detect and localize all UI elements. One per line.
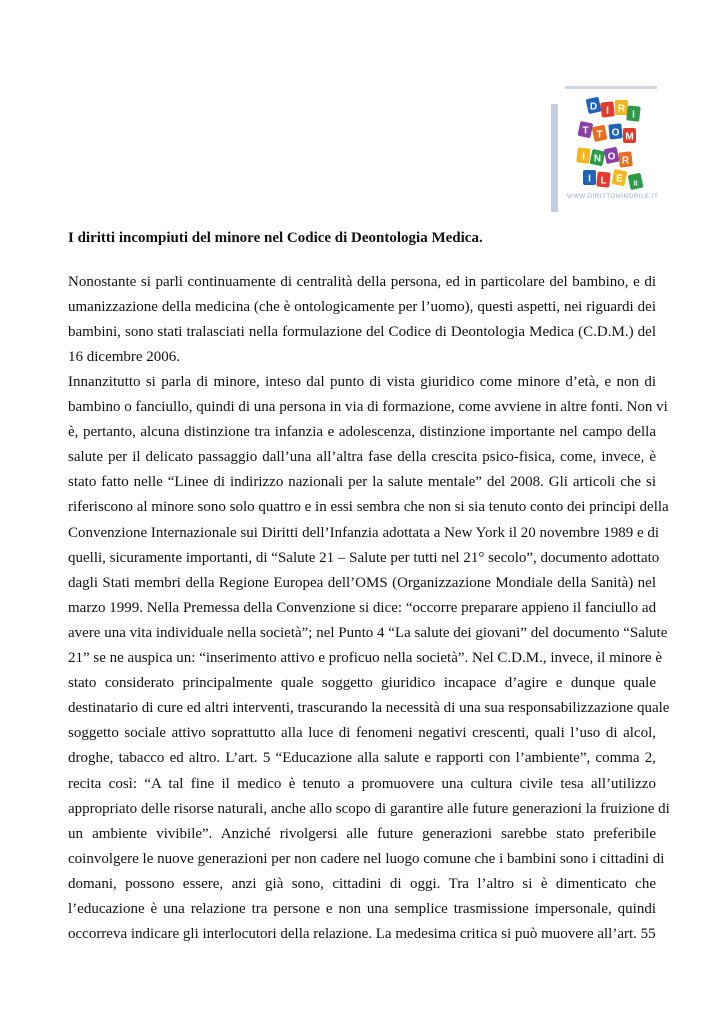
paragraph-1 <box>68 270 656 370</box>
text-line: droghe, tabacco ed altro. L’art. 5 “Educazione alla salute e rapporti con l’ambiente”, comma 2, <box>68 750 656 767</box>
logo-letter-block <box>615 100 628 115</box>
text-line: coinvolgere le nuove generazioni per non cadere nel luogo comune che i bambini sono i cittadini di <box>68 850 665 867</box>
text-line: dagli Stati membri della Regione Europea dell’OMS (Organizzazione Mondiale della Sanità) nel <box>68 574 656 591</box>
logo-top-line <box>565 86 657 89</box>
text-line: Convenzione Internazionale sui Diritti dell’Infanzia adottata a New York il 20 novembre 1989 e di <box>68 524 660 541</box>
svg-text:D: D <box>589 101 598 113</box>
logo-letter-block <box>604 147 620 164</box>
text-line: marzo 1999. Nella Premessa della Convenzione si dice: “occorre preparare appieno il fanciullo ad <box>68 599 657 616</box>
svg-text:I: I <box>588 173 591 185</box>
document-title: I diritti incompiuti del minore nel Codice di Deontologia Medica. <box>68 230 483 246</box>
paragraph-2 <box>68 370 670 947</box>
logo-letter-block <box>628 173 644 190</box>
text-line: recita così: “A tal fine il medico è tenuto a promuovere una cultura civile tesa all’utilizzo <box>68 775 656 792</box>
text-line: umanizzazione della medicina (che è ontologicamente per l’uomo), questi aspetti, nei riguardi dei <box>68 299 656 316</box>
svg-text:O: O <box>607 151 616 163</box>
logo-letter-block <box>618 151 632 167</box>
svg-text:T: T <box>596 129 603 141</box>
text-line: un ambiente vivibile”. Anziché rivolgersi alle future generazioni sarebbe stato preferibile <box>68 825 656 842</box>
logo-letter-block <box>623 128 636 143</box>
logo-letter-block <box>611 169 627 186</box>
text-line: salute per il delicato passaggio dall’una all’altra fase della crescita psico-fisica, come, invece, è <box>68 449 656 466</box>
text-line: è, pertanto, alcuna distinzione tra infanzia e adolescenza, distinzione importante nel campo della <box>68 424 656 441</box>
text-line: Nonostante si parli continuamente di centralità della persona, ed in particolare del bambino, e di <box>68 274 656 290</box>
text-line: soggetto sociale attivo soprattutto alla luce di fenomeni negativi crescenti, quali l’uso di alcol, <box>68 725 656 742</box>
text-line: domani, possono essere, anzi già sono, cittadini di oggi. Tra l’altro si è dimenticato che <box>68 875 656 892</box>
logo-letter-block <box>577 121 593 138</box>
logo-letter-block <box>600 101 614 117</box>
svg-text:R: R <box>621 155 630 167</box>
logo-letter-block <box>596 171 610 187</box>
svg-text:I: I <box>606 105 609 117</box>
svg-text:N: N <box>593 153 602 165</box>
svg-text:O: O <box>611 127 620 139</box>
svg-text:R: R <box>617 103 626 115</box>
text-line: 21” se ne auspica un: “inserimento attivo e proficuo nella società”. Nel C.D.M., invece, il minore è <box>68 650 662 667</box>
logo-letter-block <box>589 149 605 166</box>
logo-letter-block <box>592 125 608 142</box>
svg-text:I: I <box>632 109 635 121</box>
svg-text:E: E <box>616 173 623 185</box>
logo-site-text: WWW.DIRITTOMINORILE.IT <box>567 194 659 200</box>
text-line: quelli, sicuramente importanti, di “Salute 21 – Salute per tutti nel 21° secolo”, documento adottato <box>68 549 660 566</box>
text-line: destinatario di cure ed altri interventi, trascurando la necessità di una sua responsabilizzazione quale <box>68 700 670 717</box>
text-line: stato considerato principalmente quale soggetto giuridico incapace d’agire e dunque quale <box>68 675 656 692</box>
svg-text:L: L <box>600 175 607 187</box>
text-line: bambini, sono stati tralasciati nella formulazione del Codice di Deontologia Medica (C.D.M.) del <box>68 324 656 341</box>
logo-letter-block <box>583 170 596 185</box>
logo-letter-block <box>576 147 590 163</box>
logo-letter-block <box>586 97 602 114</box>
logo <box>551 86 657 212</box>
text-line: Innanzitutto si parla di minore, inteso dal punto di vista giuridico come minore d’età, e non di <box>68 374 656 390</box>
svg-text:M: M <box>625 131 634 143</box>
logo-letter-block <box>626 105 640 121</box>
text-line: bambino o fanciullo, quindi di una persona in via di formazione, come avviene in altre fonti. Non vi <box>68 399 668 416</box>
svg-text:it: it <box>633 180 638 188</box>
text-line: 16 dicembre 2006. <box>68 349 181 366</box>
text-line: l’educazione è una relazione tra persone e non una semplice trasmissione impersonale, quindi <box>68 900 656 917</box>
text-line: stato fatto nelle “Linee di indirizzo nazionali per la salute mentale” del 2008. Gli articoli che si <box>68 474 656 491</box>
text-line: occorreva indicare gli interlocutori della relazione. La medesima critica si può muovere all’art. 55 <box>68 926 656 943</box>
text-line: avere una vita individuale nella società”; nel Punto 4 “La salute dei giovani” del documento “Salute <box>68 624 668 641</box>
logo-letter-block <box>608 123 622 139</box>
logo-side-bar <box>551 104 558 212</box>
logo-letters-graphic <box>565 92 651 192</box>
text-line: riferiscono al minore sono solo quattro e in essi sembra che non si sia tenuto conto dei principi della <box>68 499 669 516</box>
svg-text:I: I <box>582 151 585 163</box>
svg-text:T: T <box>582 125 589 137</box>
text-line: appropriato delle risorse naturali, anche allo scopo di garantire alle future generazioni la fruizione di <box>68 800 670 817</box>
